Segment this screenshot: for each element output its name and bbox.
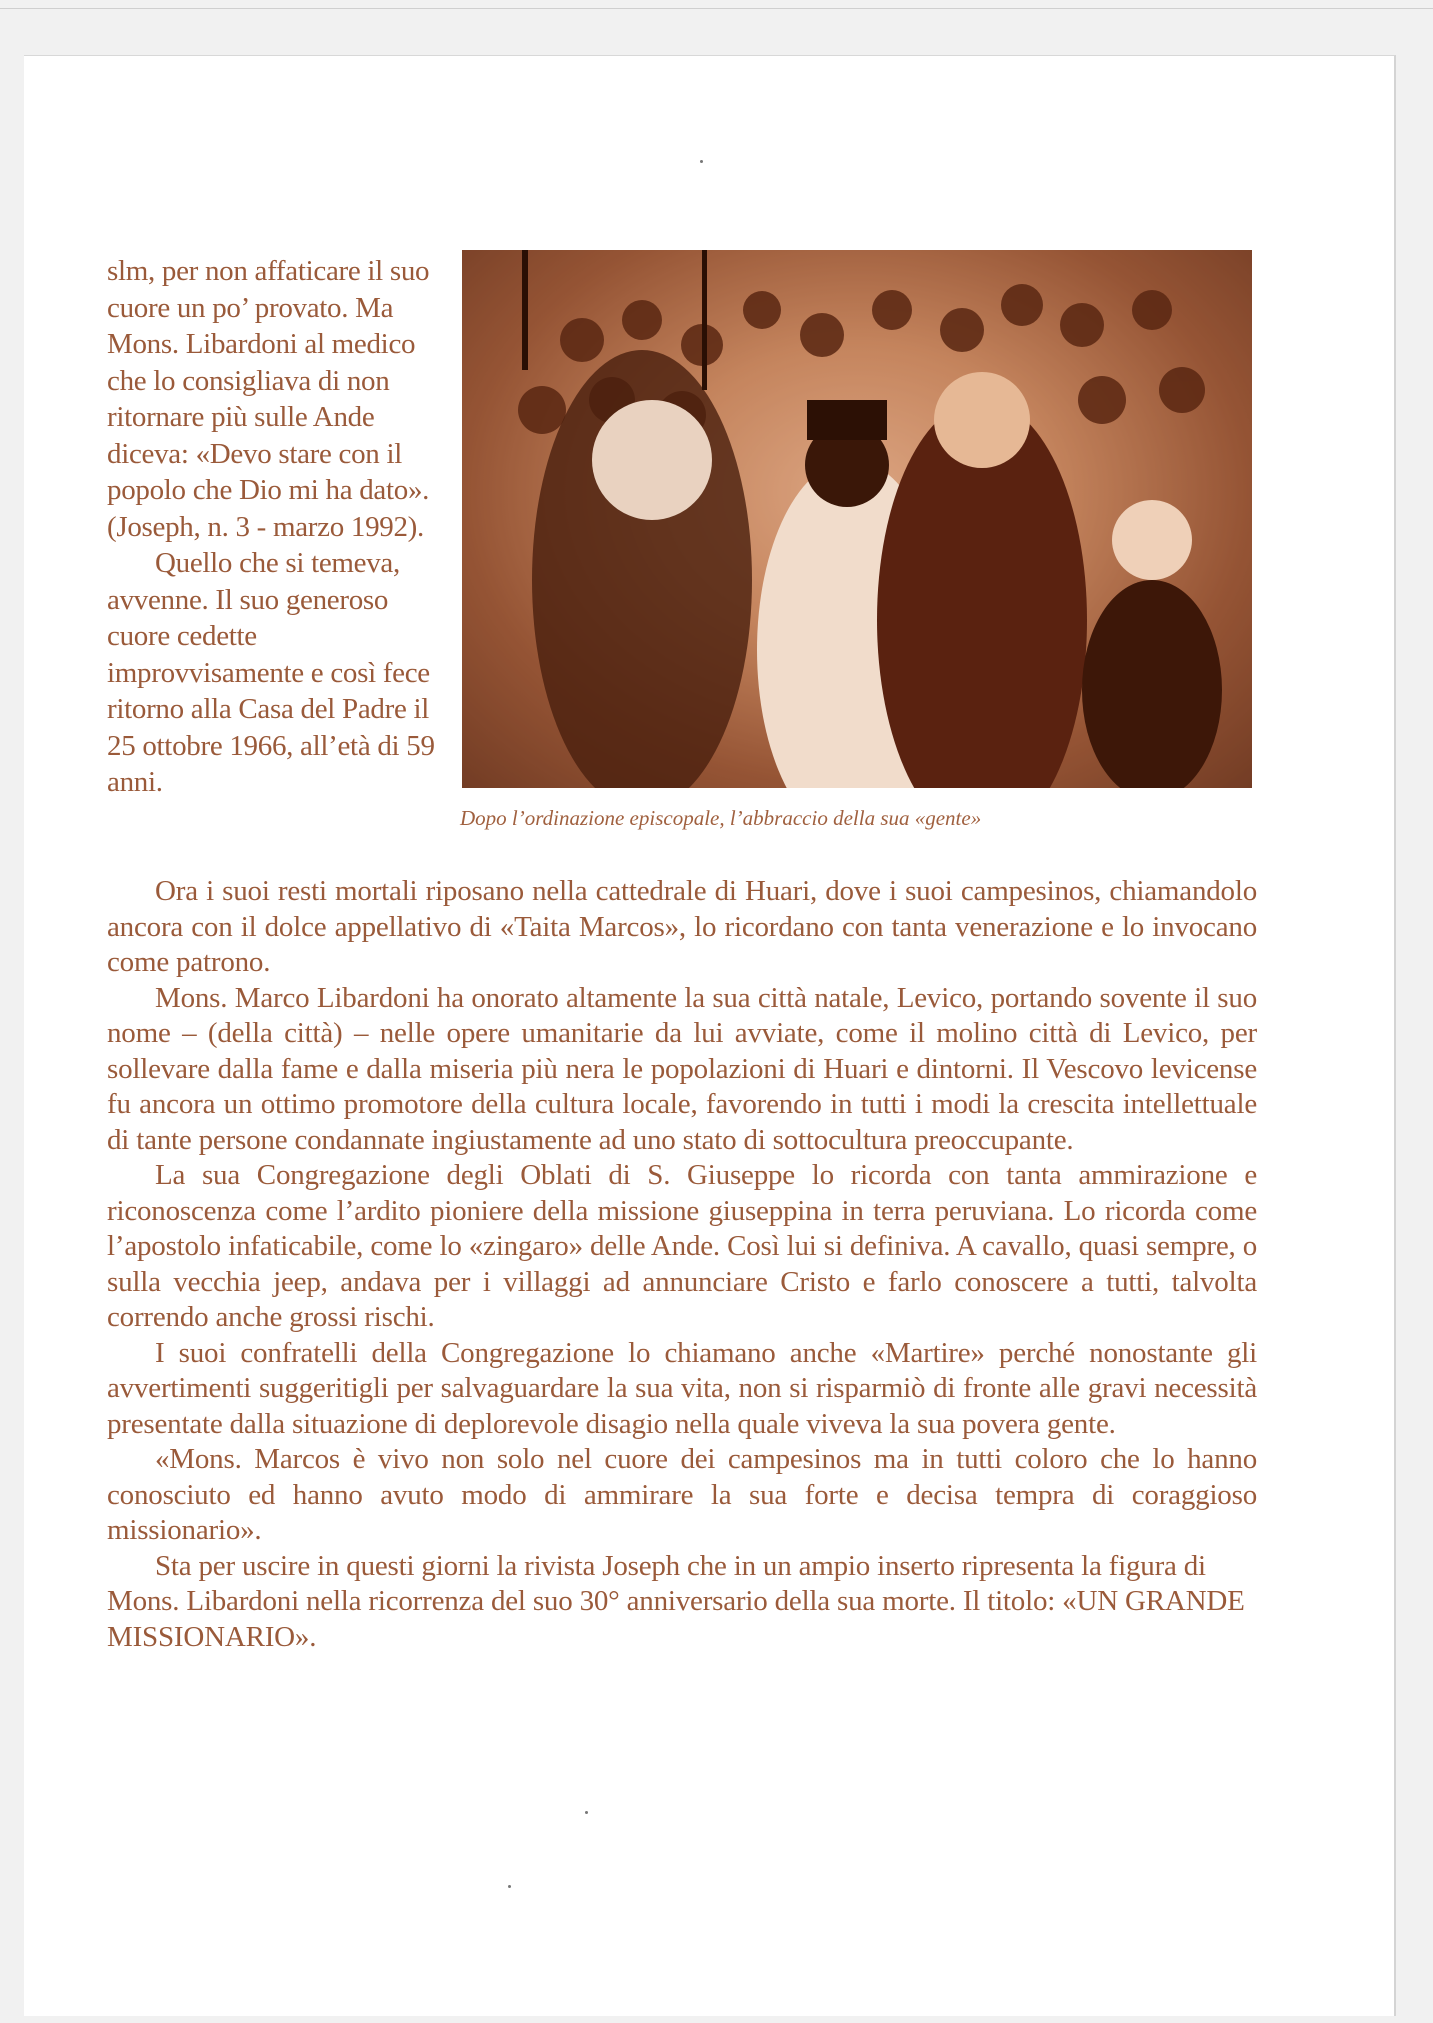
- scan-edge-line: [0, 8, 1433, 9]
- body-paragraph-2: Mons. Marco Libardoni ha onorato altamente la sua città natale, Levico, portando sovente il suo nome – (della città) – nelle opere umanitarie da lui avviate, come il molino città di Levico, per sollevare dalla fame e dalla miseria più nera le popolazioni di Huari e dintorni. Il Vescovo levicense fu ancora un ottimo promotore della cultura locale, favorendo in tutti i modi la crescita intellettuale di tante persone condannate ingiustamente ad uno stato di sottocultura preoccupante.: [107, 981, 1257, 1156]
- scan-speck: [585, 1811, 588, 1814]
- body-paragraph-5: «Mons. Marcos è vivo non solo nel cuore dei campesinos ma in tutti coloro che lo hanno conosciuto ed hanno avuto modo di ammirare la sua forte e decisa tempra di coraggioso missionario».: [107, 1443, 1257, 1546]
- body-paragraph-1: Ora i suoi resti mortali riposano nella cattedrale di Huari, dove i suoi campesinos, chiamandolo ancora con il dolce appellativo di «Taita Marcos», lo ricordano con tanta venerazione e lo invocano come patrono.: [107, 875, 1257, 978]
- left-column-text: [107, 253, 437, 801]
- body-paragraph-4: I suoi confratelli della Congregazione lo chiamano anche «Martire» perché nonostante gli avvertimenti suggeritigli per salvaguardare la sua vita, non si risparmiò di fronte alle gravi necessità presentate dalla situazione di deplorevole disagio nella quale viveva la sua povera gente.: [107, 1336, 1257, 1440]
- ordination-photo: [462, 250, 1252, 788]
- left-paragraph-1: slm, per non affaticare il suo cuore un po’ provato. Ma Mons. Libardoni al medico che lo consigliava di non ritornare più sulle Ande diceva: «Devo stare con il popolo che Dio mi ha dato». (Joseph, n. 3 - marzo 1992).: [107, 255, 430, 543]
- main-text: [107, 874, 1257, 1655]
- scan-speck: [508, 1885, 511, 1888]
- body-paragraph-3: La sua Congregazione degli Oblati di S. Giuseppe lo ricorda con tanta ammirazione e riconoscenza come l’ardito pioniere della missione giuseppina in terra peruviana. Lo ricorda come l’apostolo infaticabile, come lo «zingaro» delle Ande. Così lui si definiva. A cavallo, quasi sempre, o sulla vecchia jeep, andava per i villaggi ad annunciare Cristo e farlo conoscere a tutti, talvolta correndo anche grossi rischi.: [107, 1159, 1257, 1333]
- body-paragraph-6: Sta per uscire in questi giorni la rivista Joseph che in un ampio inserto ripresenta la figura di Mons. Libardoni nella ricorrenza del suo 30° anniversario della sua morte. Il titolo: «UN GRANDE MISSIONARIO».: [107, 1549, 1245, 1653]
- scan-speck: [700, 160, 703, 163]
- photo-caption: Dopo l’ordinazione episcopale, l’abbraccio della sua «gente»: [460, 806, 982, 830]
- left-paragraph-2: Quello che si temeva, avvenne. Il suo generoso cuore cedette improvvisamente e così fece ritorno alla Casa del Padre il 25 ottobre 1966, all’età di 59 anni.: [107, 547, 435, 798]
- crowd-illustration: [462, 250, 1252, 788]
